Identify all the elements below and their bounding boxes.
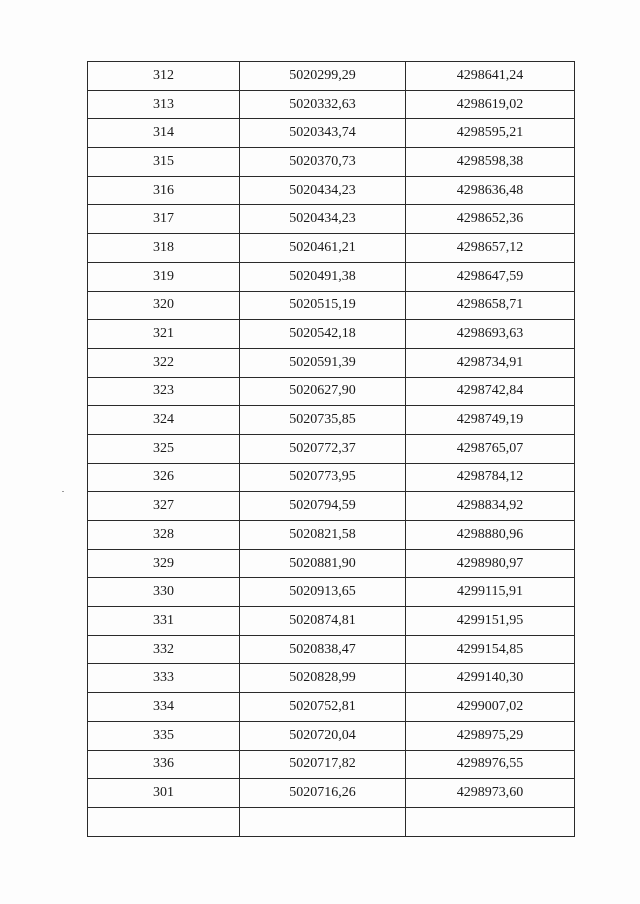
- point-number-cell: 312: [88, 62, 240, 91]
- y-coordinate-cell: 4298980,97: [406, 549, 575, 578]
- x-coordinate-cell: 5020874,81: [240, 607, 406, 636]
- y-coordinate-cell: 4299151,95: [406, 607, 575, 636]
- table-row: [88, 664, 575, 693]
- point-number-cell: 333: [88, 664, 240, 693]
- y-coordinate-cell: 4298734,91: [406, 348, 575, 377]
- x-coordinate-cell: 5020461,21: [240, 234, 406, 263]
- point-number-cell: 321: [88, 320, 240, 349]
- x-coordinate-cell: 5020515,19: [240, 291, 406, 320]
- table-row: [88, 119, 575, 148]
- scan-speck: [62, 491, 64, 492]
- table-row: [88, 262, 575, 291]
- table-row: [88, 406, 575, 435]
- x-coordinate-cell: 5020434,23: [240, 176, 406, 205]
- point-number-cell: 314: [88, 119, 240, 148]
- y-coordinate-cell: 4298647,59: [406, 262, 575, 291]
- x-coordinate-cell: 5020773,95: [240, 463, 406, 492]
- x-coordinate-cell: 5020821,58: [240, 521, 406, 550]
- table-row: [88, 377, 575, 406]
- y-coordinate-cell: 4298595,21: [406, 119, 575, 148]
- x-coordinate-cell: 5020838,47: [240, 635, 406, 664]
- y-coordinate-cell: 4298976,55: [406, 750, 575, 779]
- y-coordinate-cell: 4298598,38: [406, 148, 575, 177]
- x-coordinate-cell: [240, 807, 406, 836]
- x-coordinate-cell: 5020591,39: [240, 348, 406, 377]
- y-coordinate-cell: 4298765,07: [406, 434, 575, 463]
- coordinates-table-body: [88, 62, 575, 837]
- y-coordinate-cell: [406, 807, 575, 836]
- x-coordinate-cell: 5020913,65: [240, 578, 406, 607]
- x-coordinate-cell: 5020627,90: [240, 377, 406, 406]
- point-number-cell: [88, 807, 240, 836]
- point-number-cell: 315: [88, 148, 240, 177]
- table-row: [88, 521, 575, 550]
- x-coordinate-cell: 5020343,74: [240, 119, 406, 148]
- point-number-cell: 313: [88, 90, 240, 119]
- y-coordinate-cell: 4299154,85: [406, 635, 575, 664]
- table-row: [88, 492, 575, 521]
- table-row: [88, 148, 575, 177]
- table-row: [88, 463, 575, 492]
- y-coordinate-cell: 4298636,48: [406, 176, 575, 205]
- x-coordinate-cell: 5020370,73: [240, 148, 406, 177]
- point-number-cell: 316: [88, 176, 240, 205]
- x-coordinate-cell: 5020794,59: [240, 492, 406, 521]
- x-coordinate-cell: 5020828,99: [240, 664, 406, 693]
- y-coordinate-cell: 4298619,02: [406, 90, 575, 119]
- point-number-cell: 325: [88, 434, 240, 463]
- y-coordinate-cell: 4298975,29: [406, 721, 575, 750]
- table-row: [88, 176, 575, 205]
- table-row: [88, 234, 575, 263]
- table-row: [88, 62, 575, 91]
- table-row: [88, 320, 575, 349]
- x-coordinate-cell: 5020720,04: [240, 721, 406, 750]
- y-coordinate-cell: 4298693,63: [406, 320, 575, 349]
- point-number-cell: 328: [88, 521, 240, 550]
- y-coordinate-cell: 4298657,12: [406, 234, 575, 263]
- point-number-cell: 327: [88, 492, 240, 521]
- point-number-cell: 329: [88, 549, 240, 578]
- y-coordinate-cell: 4298880,96: [406, 521, 575, 550]
- table-row: [88, 348, 575, 377]
- x-coordinate-cell: 5020299,29: [240, 62, 406, 91]
- point-number-cell: 320: [88, 291, 240, 320]
- point-number-cell: 326: [88, 463, 240, 492]
- x-coordinate-cell: 5020881,90: [240, 549, 406, 578]
- y-coordinate-cell: 4298834,92: [406, 492, 575, 521]
- point-number-cell: 319: [88, 262, 240, 291]
- table-row: [88, 779, 575, 808]
- point-number-cell: 324: [88, 406, 240, 435]
- table-row-empty: [88, 807, 575, 836]
- x-coordinate-cell: 5020716,26: [240, 779, 406, 808]
- table-row: [88, 434, 575, 463]
- point-number-cell: 323: [88, 377, 240, 406]
- y-coordinate-cell: 4298742,84: [406, 377, 575, 406]
- x-coordinate-cell: 5020752,81: [240, 693, 406, 722]
- y-coordinate-cell: 4298784,12: [406, 463, 575, 492]
- point-number-cell: 331: [88, 607, 240, 636]
- x-coordinate-cell: 5020772,37: [240, 434, 406, 463]
- table-row: [88, 635, 575, 664]
- table-row: [88, 750, 575, 779]
- table-row: [88, 693, 575, 722]
- y-coordinate-cell: 4298658,71: [406, 291, 575, 320]
- point-number-cell: 332: [88, 635, 240, 664]
- table-row: [88, 205, 575, 234]
- y-coordinate-cell: 4298652,36: [406, 205, 575, 234]
- point-number-cell: 335: [88, 721, 240, 750]
- point-number-cell: 322: [88, 348, 240, 377]
- table-row: [88, 721, 575, 750]
- x-coordinate-cell: 5020717,82: [240, 750, 406, 779]
- y-coordinate-cell: 4299007,02: [406, 693, 575, 722]
- point-number-cell: 330: [88, 578, 240, 607]
- point-number-cell: 334: [88, 693, 240, 722]
- table-row: [88, 607, 575, 636]
- table-row: [88, 578, 575, 607]
- x-coordinate-cell: 5020542,18: [240, 320, 406, 349]
- point-number-cell: 318: [88, 234, 240, 263]
- y-coordinate-cell: 4298749,19: [406, 406, 575, 435]
- y-coordinate-cell: 4298641,24: [406, 62, 575, 91]
- y-coordinate-cell: 4298973,60: [406, 779, 575, 808]
- table-row: [88, 291, 575, 320]
- x-coordinate-cell: 5020735,85: [240, 406, 406, 435]
- y-coordinate-cell: 4299115,91: [406, 578, 575, 607]
- y-coordinate-cell: 4299140,30: [406, 664, 575, 693]
- x-coordinate-cell: 5020491,38: [240, 262, 406, 291]
- x-coordinate-cell: 5020332,63: [240, 90, 406, 119]
- point-number-cell: 301: [88, 779, 240, 808]
- point-number-cell: 317: [88, 205, 240, 234]
- point-number-cell: 336: [88, 750, 240, 779]
- table-row: [88, 90, 575, 119]
- coordinates-table: [87, 61, 575, 837]
- table-row: [88, 549, 575, 578]
- x-coordinate-cell: 5020434,23: [240, 205, 406, 234]
